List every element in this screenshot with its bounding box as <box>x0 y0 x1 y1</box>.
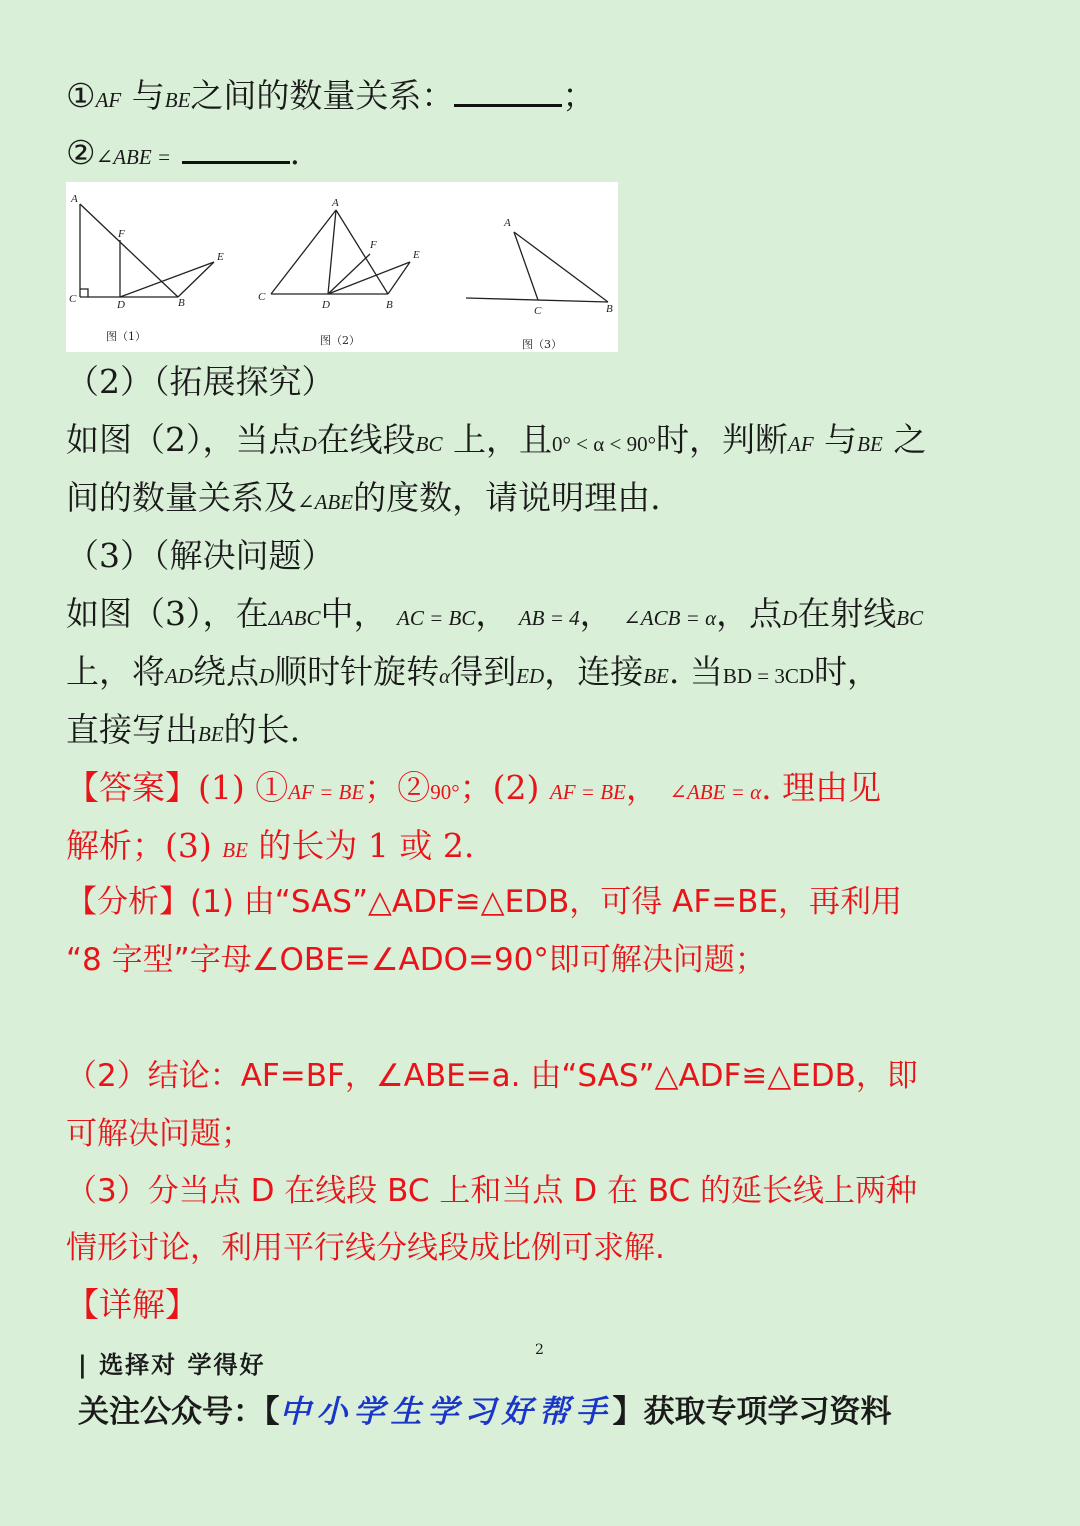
fig2-seg-ca <box>271 210 336 294</box>
answer-l1-degree: 90° <box>430 780 460 804</box>
answer-blank-1 <box>454 76 562 107</box>
answer-line1 <box>66 768 881 812</box>
footer-brand: 中小学生学习好帮手 <box>279 1394 613 1430</box>
footer-slogan: | 选择对 学得好 <box>78 1351 266 1379</box>
analysis-line3: （2）结论：AF=BF，∠ABE=a. 由“SAS”△ADF≌△EDB，即 <box>66 1058 918 1094</box>
q1-item2-prefix: ② <box>66 133 96 172</box>
fig3-caption: 图（3） <box>522 338 562 351</box>
part3-l2-condition: BD = 3CD <box>722 664 815 688</box>
q1-item2-angle: ∠ABE = <box>95 145 172 169</box>
part3-l1-text-b: 中， <box>320 594 387 633</box>
figures-panel <box>66 182 618 352</box>
part3-l2-be: BE <box>643 664 669 688</box>
part3-l2-text-e: 得到 <box>450 652 517 691</box>
part2-l1-text-b: 在线段 <box>316 420 416 459</box>
answer-blank-2 <box>182 133 290 164</box>
part3-l1-ray-bc: BC <box>896 606 924 630</box>
part2-heading: （2）（拓展探究） <box>66 362 335 401</box>
q1-item1-be: BE <box>164 88 191 112</box>
part3-l2-point-d: D <box>259 664 275 688</box>
fig1-label-d: D <box>117 299 125 311</box>
fig1-seg-ab <box>80 204 178 297</box>
fig2-label-f: F <box>370 239 377 251</box>
fig1-seg-de <box>120 262 214 297</box>
part3-l1-text-e: ，点 <box>716 594 783 633</box>
q1-item1-prefix: ① <box>66 76 96 115</box>
answer-l1-text-a: 【答案】(1) ① <box>66 768 289 807</box>
part2-l1-text-c: 上，且 <box>453 420 553 459</box>
answer-l1-af-be: AF = BE <box>288 780 365 804</box>
part3-l1-ac-bc: AC = BC <box>397 606 476 630</box>
part3-l2-text-b: 绕点 <box>193 652 259 691</box>
part3-l1-angle-acb: ∠ACB = α <box>623 606 717 630</box>
part2-line1 <box>66 420 926 464</box>
part2-l2-text-b: 的度数，请说明理由. <box>353 478 661 517</box>
answer-l2-text-b: 的长为 1 或 2. <box>258 826 475 865</box>
fig2-seg-df <box>328 254 370 294</box>
analysis-line2: “8 字型”字母∠OBE=∠ADO=90°即可解决问题； <box>66 942 766 978</box>
part3-line1 <box>66 594 923 638</box>
part3-l3-text-a: 直接写出 <box>66 710 198 749</box>
part2-l1-text-a: 如图（2），当点 <box>66 420 302 459</box>
fig1-caption: 图（1） <box>106 330 146 343</box>
answer-l1-angle-abe: ∠ABE = α <box>669 780 762 804</box>
part3-l3-be: BE <box>198 722 224 746</box>
fig3-seg-ab <box>514 232 608 302</box>
fig1-label-f: F <box>118 228 125 240</box>
part3-l1-comma-1: ， <box>475 594 509 633</box>
fig3-label-b: B <box>606 303 613 315</box>
page-number: 2 <box>535 1342 544 1358</box>
fig3-seg-ac <box>514 232 538 300</box>
fig1-right-angle <box>80 289 88 297</box>
fig3-label-c: C <box>534 305 542 317</box>
footer-follow <box>78 1386 892 1431</box>
part3-l2-text-c: 顺时针旋转 <box>274 652 440 691</box>
figures-svg <box>66 182 618 352</box>
fig2-label-a: A <box>332 197 339 209</box>
analysis-line6: 情形讨论，利用平行线分线段成比例可求解. <box>66 1230 665 1266</box>
part2-l1-point-d: D <box>301 432 317 456</box>
part3-l1-triangle: ΔABC <box>268 606 321 630</box>
part3-l3-text-b: 的长. <box>223 710 301 749</box>
part2-l1-seg-bc: BC <box>415 432 443 456</box>
q1-item2 <box>66 133 300 177</box>
part2-line2 <box>66 478 661 522</box>
part2-l1-text-f: 与 <box>824 420 858 459</box>
analysis-line4: 可解决问题； <box>66 1116 252 1152</box>
fig1-seg-be <box>178 262 214 297</box>
answer-l1-comma: ， <box>625 768 659 807</box>
fig2-caption: 图（2） <box>320 334 360 347</box>
answer-l1-af-be-2: AF = BE <box>549 780 626 804</box>
part3-l1-point-d: D <box>782 606 798 630</box>
answer-l1-text-c: ；(2) <box>459 768 540 807</box>
q1-item2-end: . <box>289 133 301 172</box>
part2-l1-condition: 0° < α < 90° <box>552 432 657 456</box>
fig1-label-a: A <box>71 193 78 205</box>
part3-l2-text-g: . 当 <box>668 652 723 691</box>
analysis-line1: 【分析】(1) 由“SAS”△ADF≌△EDB，可得 AF=BE，再利用 <box>66 884 903 920</box>
footer-follow-a: 关注公众号：【 <box>78 1394 280 1430</box>
footer-follow-b: 】获取专项学习资料 <box>612 1394 892 1430</box>
answer-l1-text-e: . 理由见 <box>761 768 882 807</box>
part3-l2-text-f: ，连接 <box>544 652 644 691</box>
fig2-seg-ad <box>328 210 336 294</box>
part3-l1-text-a: 如图（3），在 <box>66 594 269 633</box>
fig2-seg-de <box>328 262 410 294</box>
answer-l2-be: BE <box>222 838 248 862</box>
part3-l2-ad: AD <box>165 664 193 688</box>
part3-l1-ab: AB = 4 <box>518 606 580 630</box>
part2-l2-text-a: 间的数量关系及 <box>66 478 297 517</box>
q1-item1-text: 之间的数量关系： <box>190 76 455 115</box>
part3-line3 <box>66 710 300 754</box>
fig2-label-c: C <box>258 291 266 303</box>
part3-l2-text-a: 上，将 <box>66 652 165 691</box>
answer-l1-text-b: ；② <box>364 768 431 807</box>
fig3-label-a: A <box>504 217 511 229</box>
part3-l2-alpha: α <box>439 664 451 688</box>
fig1-label-c: C <box>69 293 77 305</box>
detail-heading: 【详解】 <box>66 1285 198 1324</box>
q1-item1-end: ； <box>562 76 596 115</box>
fig1-label-b: B <box>178 297 185 309</box>
part3-l1-comma-2: ， <box>579 594 613 633</box>
q1-item1-mid: 与 <box>131 76 165 115</box>
part3-heading: （3）（解决问题） <box>66 536 335 575</box>
part3-l2-ed: ED <box>516 664 545 688</box>
q1-item1 <box>66 76 595 120</box>
fig1-label-e: E <box>217 251 224 263</box>
fig2-label-e: E <box>413 249 420 261</box>
part2-l1-be: BE <box>857 432 883 456</box>
part3-l1-text-f: 在射线 <box>797 594 897 633</box>
answer-line2 <box>66 826 474 870</box>
part2-l2-angle-abe: ∠ABE <box>297 490 354 514</box>
fig2-label-b: B <box>386 299 393 311</box>
fig2-label-d: D <box>322 299 330 311</box>
answer-l2-text-a: 解析；(3) <box>66 826 212 865</box>
part3-line2 <box>66 652 880 696</box>
part3-l2-text-h: 时， <box>814 652 881 691</box>
part2-l1-text-e: 时，判断 <box>656 420 789 459</box>
q1-item1-af: AF <box>95 88 122 112</box>
analysis-line5: （3）分当点 D 在线段 BC 上和当点 D 在 BC 的延长线上两种 <box>66 1173 918 1209</box>
part2-l1-text-g: 之 <box>893 420 927 459</box>
part2-l1-af: AF <box>788 432 814 456</box>
